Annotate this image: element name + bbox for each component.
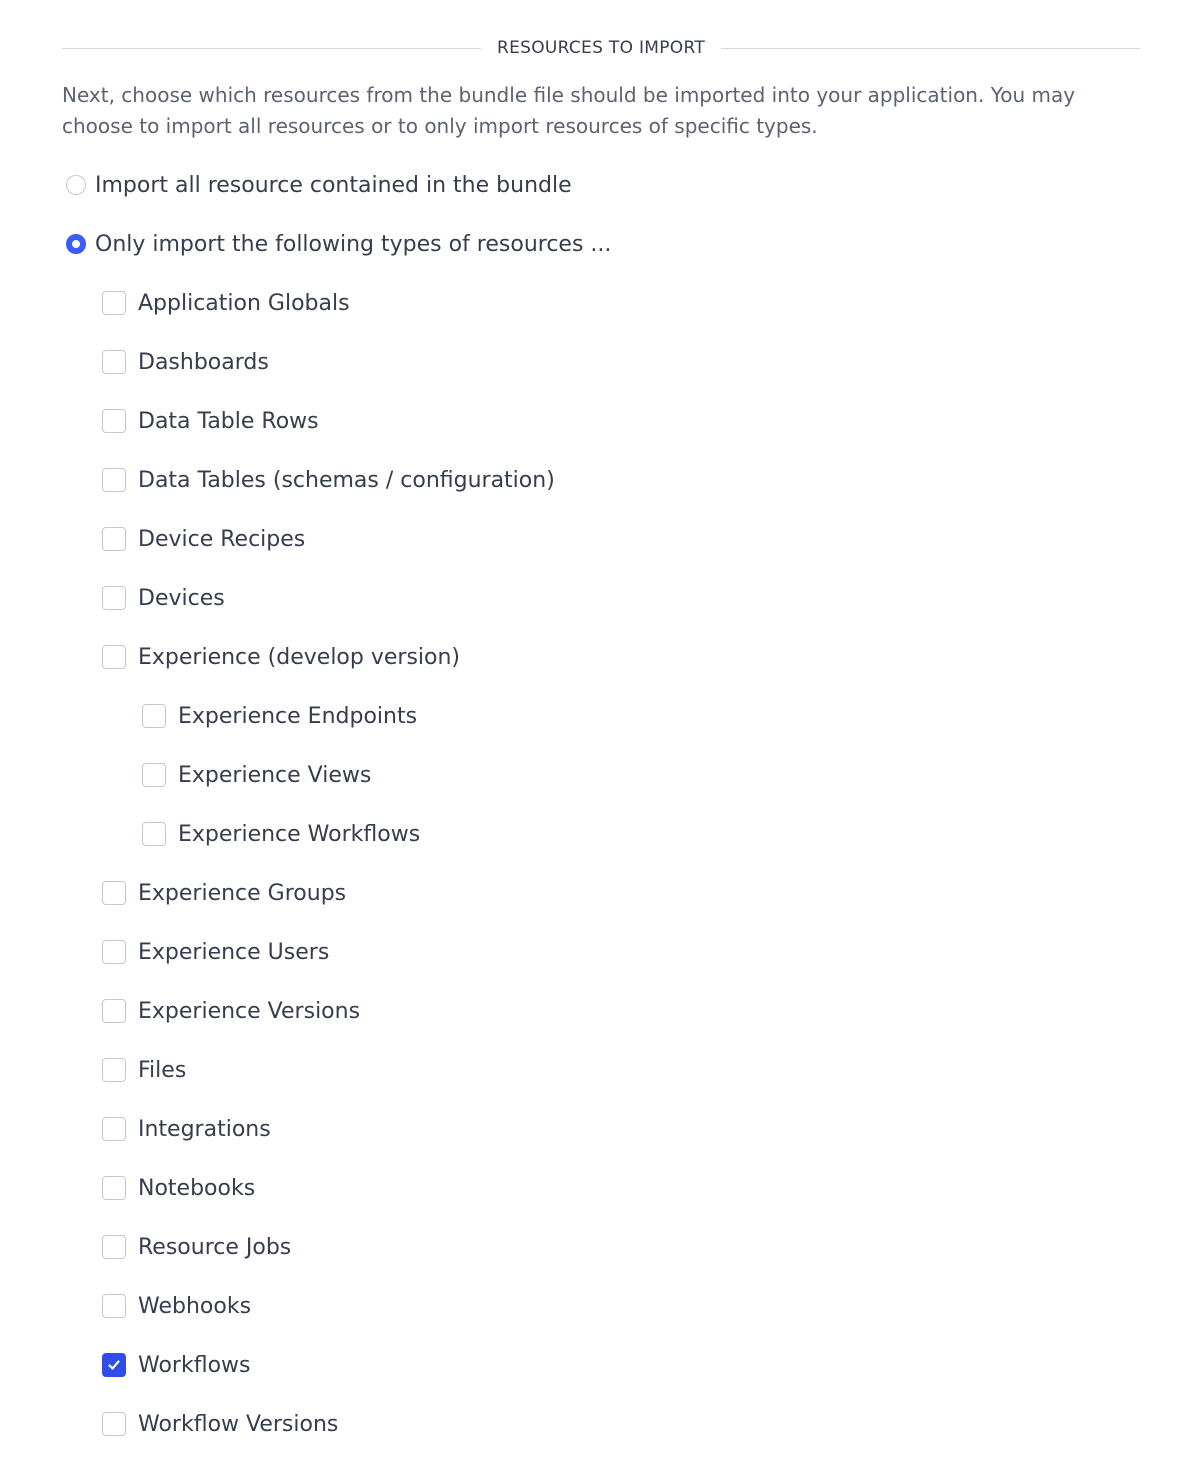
checkbox-item-integrations[interactable] [102, 1109, 271, 1149]
checkbox-item-files[interactable] [102, 1050, 186, 1090]
checkbox-item-webhooks[interactable] [102, 1286, 251, 1326]
section-header [62, 34, 1140, 62]
checkbox-label: Integrations [138, 1116, 271, 1142]
checkbox-label: Data Table Rows [138, 408, 319, 434]
radio-label-import-selected-types: Only import the following types of resources ... [95, 231, 612, 257]
checkbox-dashboards[interactable] [102, 350, 126, 374]
radio-label-import-all: Import all resource contained in the bundle [95, 172, 572, 198]
checkbox-data-tables[interactable] [102, 468, 126, 492]
checkbox-label: Experience Views [178, 762, 372, 788]
checkbox-item-experience-groups[interactable] [102, 873, 346, 913]
checkbox-item-resource-jobs[interactable] [102, 1227, 291, 1267]
checkbox-item-experience-develop-version[interactable] [102, 637, 460, 677]
checkbox-item-experience-endpoints[interactable] [142, 696, 417, 736]
checkbox-application-globals[interactable] [102, 291, 126, 315]
checkbox-item-workflows[interactable] [102, 1345, 250, 1385]
checkbox-files[interactable] [102, 1058, 126, 1082]
checkbox-label: Resource Jobs [138, 1234, 292, 1260]
checkbox-workflows[interactable] [102, 1353, 126, 1377]
checkbox-experience-views[interactable] [142, 763, 166, 787]
checkbox-workflow-versions[interactable] [102, 1412, 126, 1436]
checkbox-data-table-rows[interactable] [102, 409, 126, 433]
divider-right [721, 48, 1140, 49]
checkbox-label: Experience Users [138, 939, 330, 965]
checkbox-webhooks[interactable] [102, 1294, 126, 1318]
checkbox-experience-users[interactable] [102, 940, 126, 964]
radio-import-selected-types[interactable] [66, 224, 611, 264]
checkbox-label: Notebooks [138, 1175, 256, 1201]
checkbox-label: Files [138, 1057, 187, 1083]
checkbox-label: Experience (develop version) [138, 644, 461, 670]
checkbox-experience-endpoints[interactable] [142, 704, 166, 728]
radio-button-import-selected-types[interactable] [66, 234, 86, 254]
checkbox-label: Webhooks [138, 1293, 252, 1319]
checkbox-item-dashboards[interactable] [102, 342, 269, 382]
checkbox-item-workflow-versions[interactable] [102, 1404, 338, 1444]
checkbox-item-data-table-rows[interactable] [102, 401, 319, 441]
checkbox-label: Application Globals [138, 290, 350, 316]
checkbox-item-experience-versions[interactable] [102, 991, 360, 1031]
radio-import-all[interactable] [66, 165, 572, 205]
checkbox-item-notebooks[interactable] [102, 1168, 255, 1208]
checkbox-label: Experience Workflows [178, 821, 421, 847]
checkbox-label: Experience Versions [138, 998, 361, 1024]
checkbox-experience-workflows[interactable] [142, 822, 166, 846]
checkbox-item-device-recipes[interactable] [102, 519, 305, 559]
section-title: RESOURCES TO IMPORT [496, 38, 706, 58]
checkbox-item-devices[interactable] [102, 578, 225, 618]
checkbox-label: Dashboards [138, 349, 269, 375]
checkbox-device-recipes[interactable] [102, 527, 126, 551]
checkbox-integrations[interactable] [102, 1117, 126, 1141]
section-description: Next, choose which resources from the bundle file should be imported into your application. You may choose to import all resources or to only import resources of specific types. [62, 83, 1076, 138]
checkbox-experience-versions[interactable] [102, 999, 126, 1023]
checkmark-icon [106, 1357, 122, 1373]
checkbox-experience-develop-version[interactable] [102, 645, 126, 669]
checkbox-label: Experience Groups [138, 880, 347, 906]
checkbox-resource-jobs[interactable] [102, 1235, 126, 1259]
checkbox-item-experience-users[interactable] [102, 932, 329, 972]
checkbox-devices[interactable] [102, 586, 126, 610]
checkbox-item-data-tables[interactable] [102, 460, 555, 500]
checkbox-item-application-globals[interactable] [102, 283, 350, 323]
checkbox-item-experience-views[interactable] [142, 755, 371, 795]
checkbox-item-experience-workflows[interactable] [142, 814, 420, 854]
checkbox-notebooks[interactable] [102, 1176, 126, 1200]
checkbox-label: Workflows [138, 1352, 251, 1378]
checkbox-label: Data Tables (schemas / configuration) [138, 467, 555, 493]
radio-button-import-all[interactable] [66, 175, 86, 195]
divider-left [62, 48, 481, 49]
checkbox-label: Experience Endpoints [178, 703, 418, 729]
checkbox-label: Devices [138, 585, 225, 611]
checkbox-label: Workflow Versions [138, 1411, 339, 1437]
checkbox-label: Device Recipes [138, 526, 306, 552]
checkbox-experience-groups[interactable] [102, 881, 126, 905]
